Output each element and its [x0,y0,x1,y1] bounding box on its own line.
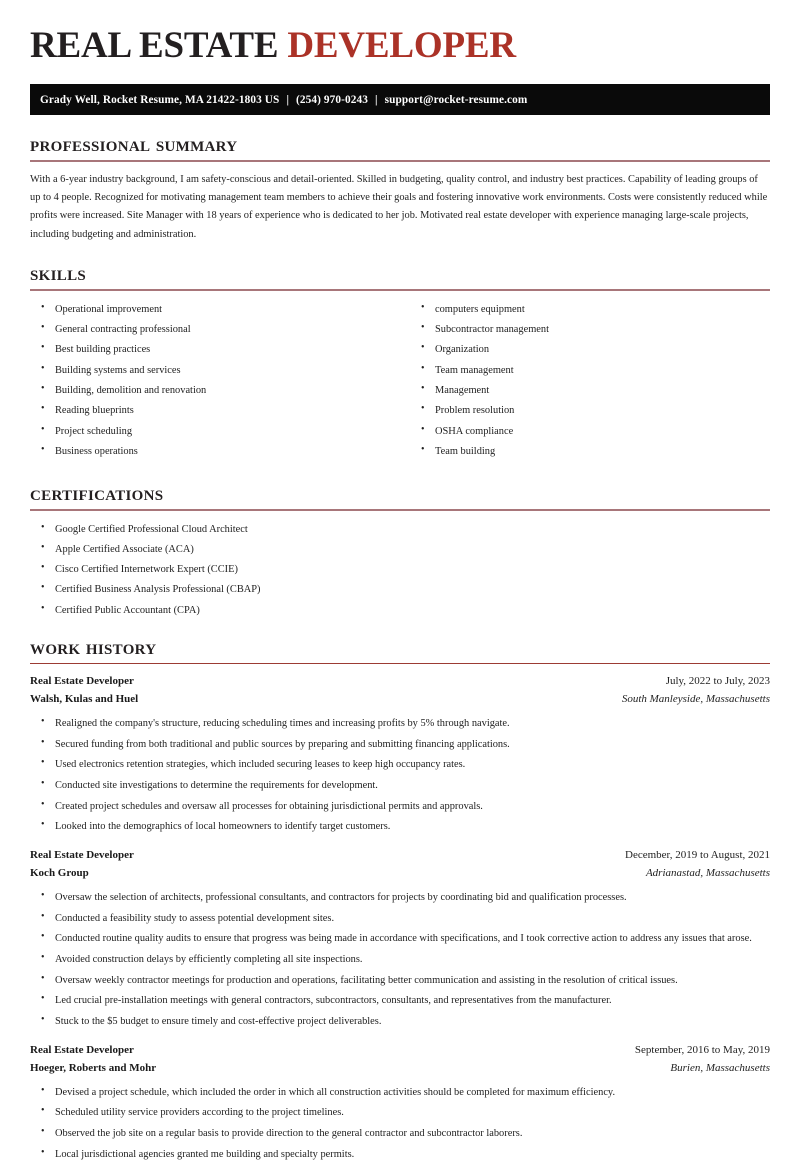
contact-separator-2: | [375,93,378,106]
list-item: • Certified Business Analysis Professional (CBAP) [30,582,770,597]
list-item: • Used electronics retention strategies, which included securing leases to keep high occupancy rates. [30,757,770,772]
name-primary: REAL ESTATE [30,25,279,66]
page-title [30,0,770,64]
skills-column-left [30,302,400,464]
list-item: • Stuck to the $5 budget to ensure timely and cost-effective project deliverables. [30,1014,770,1029]
section-certifications [30,482,770,618]
list-item: • Management [410,383,770,398]
list-item: • Avoided construction delays by efficiently completing all site inspections. [30,952,770,967]
list-item: • Business operations [30,444,400,459]
list-item: • Oversaw weekly contractor meetings for production and operations, facilitating better communication and assisting in the resolution of critical issues. [30,973,770,988]
list-item: • Devised a project schedule, which included the order in which all construction activities should be completed for maximum efficiency. [30,1085,770,1100]
skills-list-right [410,302,770,459]
job-company: Koch Group [30,867,89,880]
list-item: • Team management [410,363,770,378]
work-history-entry [30,673,770,834]
list-item: • Building, demolition and renovation [30,383,400,398]
list-item: • Organization [410,342,770,357]
work-history-entry [30,847,770,1029]
list-item: • Team building [410,444,770,459]
work-history-entry [30,1042,770,1162]
certifications-body [30,520,770,618]
section-divider-summary [30,160,770,162]
list-item: • Observed the job site on a regular basis to provide direction to the general contractor and subcontractor laborers. [30,1126,770,1141]
section-heading-summary: professional summary [30,132,238,156]
job-location: South Manleyside, Massachusetts [621,693,770,706]
contact-phone[interactable]: (254) 970-0243 [296,93,369,106]
skills-columns [30,300,770,464]
job-bullets [30,716,770,834]
list-item: • Project scheduling [30,424,400,439]
contact-separator-1: | [286,93,290,106]
name-accent: DEVELOPER [287,25,516,66]
job-location: Burien, Massachusetts [670,1061,770,1074]
section-professional-summary [30,133,770,244]
job-location: Adrianastad, Massachusetts [645,867,770,880]
section-divider-work-history [30,663,770,664]
list-item: • Problem resolution [410,403,770,418]
certifications-list [30,522,770,618]
list-item: • Cisco Certified Internetwork Expert (CCIE) [30,562,770,577]
section-skills [30,262,770,464]
list-item: • Operational improvement [30,302,400,317]
job-title-row [30,673,770,691]
job-bullets [30,890,770,1029]
list-item: • Building systems and services [30,363,400,378]
list-item: • Conducted a feasibility study to assess potential development sites. [30,911,770,926]
job-company: Walsh, Kulas and Huel [30,693,139,706]
skills-column-right [400,302,770,464]
contact-bar [30,84,770,115]
list-item: • Subcontractor management [410,322,770,337]
list-item: • Scheduled utility service providers according to the project timelines. [30,1105,770,1120]
job-title-row [30,1042,770,1060]
section-divider-skills [30,289,770,291]
list-item: • Conducted routine quality audits to ensure that progress was being made in accordance with specifications, and I took corrective action to address any issues that arose. [30,931,770,946]
section-heading-work-history: work history [30,634,157,659]
job-company: Hoeger, Roberts and Mohr [30,1061,157,1074]
section-divider-certifications [30,509,770,511]
summary-body: With a 6-year industry background, I am safety-conscious and detail-oriented. Skilled in budgeting, quality control, and industry best practices. Capability of leading groups of up to 4 people. Recognized for motivating management team members to achieve their goals and fostering innovative work environments. Costs were consistently reduced while profits were increased. Site Manager with 18 years of experience who is dedicated to her job. Motivated real estate developer with experience managing large-scale projects, including budgeting and administration. [30,173,768,240]
list-item: • Created project schedules and oversaw all processes for obtaining jurisdictional permits and approvals. [30,799,770,814]
job-dates: July, 2022 to July, 2023 [665,675,770,688]
list-item: • Local jurisdictional agencies granted me building and specialty permits. [30,1147,770,1162]
job-company-row [30,865,770,883]
list-item: • Conducted site investigations to determine the requirements for development. [30,778,770,793]
list-item: • Oversaw the selection of architects, professional consultants, and contractors for projects by coordinating bid and qualification processes. [30,890,770,905]
skills-list-left [30,302,400,459]
contact-email[interactable]: support@rocket-resume.com [384,93,528,106]
job-company-row [30,1060,770,1078]
job-role: Real Estate Developer [30,1044,134,1057]
list-item: • OSHA compliance [410,424,770,439]
list-item: • Secured funding from both traditional and public sources by preparing and submitting financing applications. [30,737,770,752]
list-item: • Apple Certified Associate (ACA) [30,542,770,557]
section-heading-certifications: certifications [30,481,164,506]
job-dates: December, 2019 to August, 2021 [625,849,770,862]
job-title-row [30,847,770,865]
list-item: • Certified Public Accountant (CPA) [30,603,770,618]
list-item: • Best building practices [30,342,400,357]
list-item: • Reading blueprints [30,403,400,418]
job-bullets [30,1085,770,1162]
section-work-history [30,636,770,1162]
contact-address: Grady Well, Rocket Resume, MA 21422-1803 US [40,93,280,106]
list-item: • computers equipment [410,302,770,317]
job-dates: September, 2016 to May, 2019 [634,1044,770,1057]
list-item: • Led crucial pre-installation meetings with general contractors, subcontractors, consultants, and representatives from the manufacturer. [30,993,770,1008]
list-item: • Realigned the company's structure, reducing scheduling times and increasing profits by 5% through navigate. [30,716,770,731]
list-item: • General contracting professional [30,322,400,337]
job-role: Real Estate Developer [30,849,134,862]
job-role: Real Estate Developer [30,675,134,688]
work-history-jobs [30,673,770,1162]
list-item: • Looked into the demographics of local homeowners to identify target customers. [30,819,770,834]
section-heading-skills: skills [30,261,87,286]
job-company-row [30,691,770,709]
list-item: • Google Certified Professional Cloud Architect [30,522,770,537]
